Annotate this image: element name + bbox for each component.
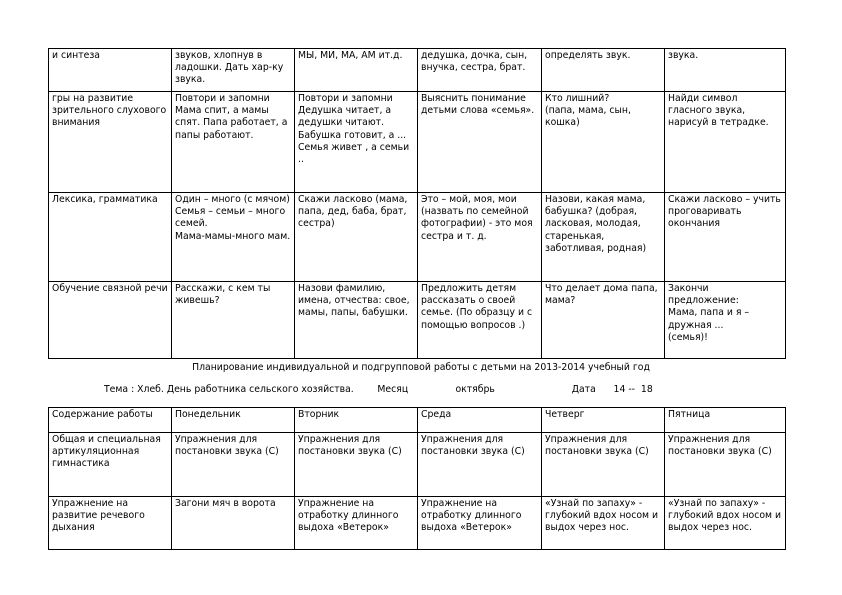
table-cell: Предложить детям рассказать о своей семье. (По образцу и с помощью вопросов .) (418, 282, 542, 359)
table-cell: «Узнай по запаху» - глубокий вдох носом и выдох через нос. (665, 497, 786, 550)
table-cell: Упражнение на развитие речевого дыхания (49, 497, 172, 550)
table-row (49, 92, 786, 193)
header-cell: Вторник (295, 408, 418, 433)
table-cell: Закончи предложение: Мама, папа и я – дружная ... (семья)! (665, 282, 786, 359)
table-cell: Обучение связной речи (49, 282, 172, 359)
plan-table-top (48, 48, 786, 359)
header-cell: Пятница (665, 408, 786, 433)
topic-line: Тема : Хлеб. День работника сельского хозяйства. Месяц октябрь Дата 14 -- 18 (104, 384, 653, 395)
table-cell: Что делает дома папа, мама? (542, 282, 665, 359)
table-cell: Упражнения для постановки звука (С) (295, 433, 418, 497)
table-cell: Упражнение на отработку длинного выдоха «Ветерок» (295, 497, 418, 550)
table-cell: Лексика, грамматика (49, 193, 172, 282)
table-cell: Выяснить понимание детьми слова «семья». (418, 92, 542, 193)
plan-table-bottom (48, 407, 786, 550)
plan-title: Планирование индивидуальной и подгрупповой работы с детьми на 2013-2014 учебный год (192, 362, 650, 373)
table-row (49, 193, 786, 282)
table-cell: гры на развитие зрительного слухового внимания (49, 92, 172, 193)
table-row (49, 497, 786, 550)
table-cell: дедушка, дочка, сын, внучка, сестра, брат. (418, 49, 542, 92)
table-cell: Скажи ласково – учить проговаривать окончания (665, 193, 786, 282)
table-cell: «Узнай по запаху» - глубокий вдох носом и выдох через нос. (542, 497, 665, 550)
header-cell: Среда (418, 408, 542, 433)
table-cell: Упражнение на отработку длинного выдоха «Ветерок» (418, 497, 542, 550)
header-cell: Содержание работы (49, 408, 172, 433)
table-cell: и синтеза (49, 49, 172, 92)
table-cell: Это – мой, моя, мои (назвать по семейной фотографии) - это моя сестра и т. д. (418, 193, 542, 282)
table-cell: Общая и специальная артикуляционная гимнастика (49, 433, 172, 497)
table-cell: Кто лишний? (папа, мама, сын, кошка) (542, 92, 665, 193)
table-cell: Назови фамилию, имена, отчества: свое, мамы, папы, бабушки. (295, 282, 418, 359)
table-cell: Упражнения для постановки звука (С) (542, 433, 665, 497)
table-row (49, 49, 786, 92)
table-cell: Один – много (с мячом) Семья – семьи – много семей. Мама-мамы-много мам. (172, 193, 295, 282)
table-cell: Расскажи, с кем ты живешь? (172, 282, 295, 359)
table-cell: Скажи ласково (мама, папа, дед, баба, брат, сестра) (295, 193, 418, 282)
table-row (49, 433, 786, 497)
table-cell: Назови, какая мама, бабушка? (добрая, ласковая, молодая, старенькая, заботливая, родная) (542, 193, 665, 282)
table-cell: звука. (665, 49, 786, 92)
table-cell: Повтори и запомни Мама спит, а мамы спят. Папа работает, а папы работают. (172, 92, 295, 193)
table-cell: Упражнения для постановки звука (С) (172, 433, 295, 497)
table-cell: МЫ, МИ, МА, АМ ит.д. (295, 49, 418, 92)
table-cell: Повтори и запомни Дедушка читает, а дедушки читают. Бабушка готовит, а ... Семья живет , а семьи .. (295, 92, 418, 193)
table-header-row (49, 408, 786, 433)
header-cell: Четверг (542, 408, 665, 433)
table-cell: Загони мяч в ворота (172, 497, 295, 550)
table-row (49, 282, 786, 359)
table-cell: определять звук. (542, 49, 665, 92)
table-cell: звуков, хлопнув в ладошки. Дать хар-ку звука. (172, 49, 295, 92)
table-cell: Упражнения для постановки звука (С) (665, 433, 786, 497)
table-cell: Упражнения для постановки звука (С) (418, 433, 542, 497)
table-cell: Найди символ гласного звука, нарисуй в тетрадке. (665, 92, 786, 193)
header-cell: Понедельник (172, 408, 295, 433)
